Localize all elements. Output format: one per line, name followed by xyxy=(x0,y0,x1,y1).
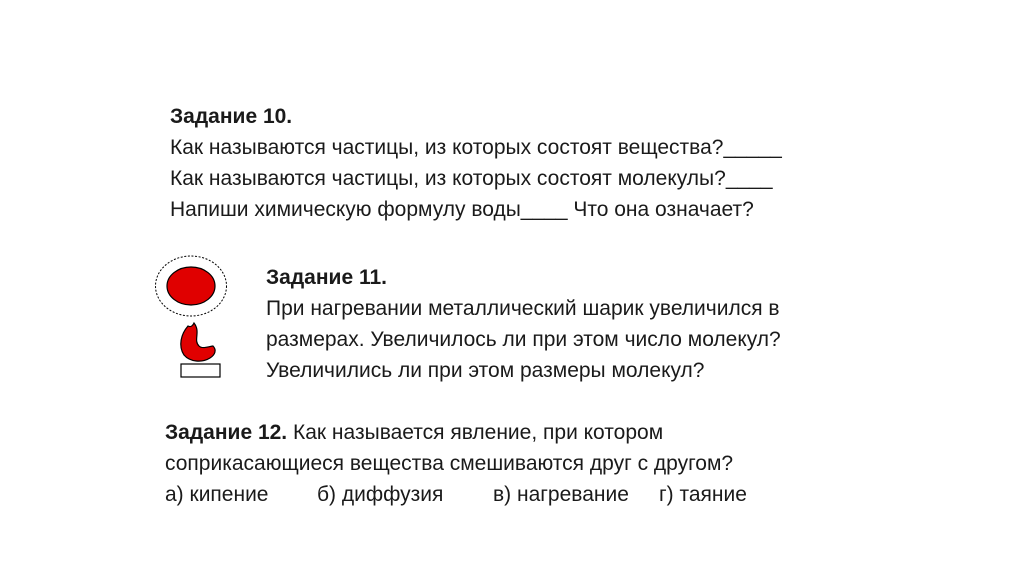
task-12-options xyxy=(165,479,747,510)
task-10-title: Задание 10. xyxy=(170,105,293,128)
option-c: в) нагревание xyxy=(493,483,629,506)
task-12-question-part-2: соприкасающиеся вещества смешиваются друг с другом? xyxy=(165,452,734,475)
task-10-question-1: Как называются частицы, из которых состоят вещества?_____ xyxy=(170,136,782,159)
heated-ball-icon xyxy=(167,267,215,305)
burner-stand-icon xyxy=(181,364,220,377)
task-10-question-3: Напиши химическую формулу воды____ Что она означает? xyxy=(170,198,754,221)
task-12 xyxy=(165,417,747,510)
option-d: г) таяние xyxy=(659,483,747,506)
task-11-title: Задание 11. xyxy=(266,266,387,289)
task-12-first-line xyxy=(165,417,747,448)
task-11-line-2: размерах. Увеличилось ли при этом число молекул? xyxy=(266,328,781,351)
task-11-line-3: Увеличились ли при этом размеры молекул? xyxy=(266,359,705,382)
task-11 xyxy=(266,262,781,386)
option-b: б) диффузия xyxy=(317,483,444,506)
task-10 xyxy=(170,101,782,225)
task-12-title: Задание 12. xyxy=(165,421,288,444)
option-a: а) кипение xyxy=(165,483,269,506)
task-12-question-part-1: Как называется явление, при котором xyxy=(287,421,664,444)
heating-illustration xyxy=(150,252,240,384)
flame-icon xyxy=(181,323,215,361)
task-11-line-1: При нагревании металлический шарик увеличился в xyxy=(266,297,780,320)
task-10-question-2: Как называются частицы, из которых состоят молекулы?____ xyxy=(170,167,773,190)
